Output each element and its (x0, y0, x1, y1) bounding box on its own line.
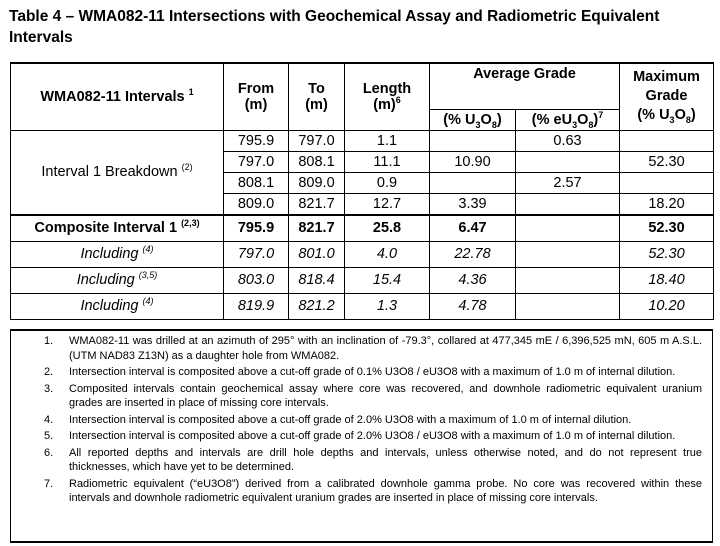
cell-to: 821.2 (289, 293, 345, 319)
cell-length: 25.8 (345, 215, 430, 242)
including-label: Including $^{(4)}$ (11, 293, 224, 319)
cell-u3o8 (430, 172, 516, 193)
cell-from: 819.9 (224, 293, 289, 319)
footnote: 2. Intersection interval is composited above a cut-off grade of 0.1% U3O8 / eU3O8 with a maximum of 1.0 m of internal dilution. (44, 366, 676, 378)
cell-max: 52.30 (620, 151, 714, 172)
cell-u3o8: 4.78 (430, 293, 516, 319)
cell-to: 821.7 (289, 215, 345, 242)
including-row (11, 293, 714, 319)
cell-length: 12.7 (345, 193, 430, 215)
header-average-grade: Average Grade (430, 63, 620, 109)
cell-to: 821.7 (289, 193, 345, 215)
header-length: Length $(m)^6$ (345, 63, 430, 130)
cell-u3o8: 10.90 (430, 151, 516, 172)
cell-max: 52.30 (620, 215, 714, 242)
footnote: 6. All reported depths and intervals are drill hole depths and intervals, unless otherwise noted, and do not represent true thicknesses, which have yet to be determined. (44, 446, 702, 473)
footnote: 4. Intersection interval is composited above a cut-off grade of 2.0% U3O8 with a maximum of 1.0 m of internal dilution. (44, 413, 632, 426)
cell-u3o8: 4.36 (430, 267, 516, 293)
cell-max: 18.20 (620, 193, 714, 215)
cell-max (620, 172, 714, 193)
cell-from: 795.9 (224, 215, 289, 242)
header-eu3o8: (% $eU_3O_8)^7$ (516, 109, 620, 130)
composite-row (11, 215, 714, 242)
cell-from: 803.0 (224, 267, 289, 293)
cell-eu3o8 (516, 241, 620, 267)
cell-from: 808.1 (224, 172, 289, 193)
breakdown-label: Interval 1 Breakdown $^{(2)}$ (11, 130, 224, 215)
cell-eu3o8 (516, 215, 620, 242)
cell-length: 4.0 (345, 241, 430, 267)
footnotes (10, 329, 713, 543)
header-u3o8: (% $U_3O_8$) (430, 109, 516, 130)
cell-u3o8 (430, 130, 516, 151)
cell-eu3o8: 2.57 (516, 172, 620, 193)
footnote: 1. WMA082-11 was drilled at an azimuth of 295° with an inclination of -79.3°, collared at 477,345 mE / 6,396,525 mN, 605 m A.S.L. (UTM NAD83 Z13N) as a daughter hole from WMA082. (44, 335, 702, 362)
cell-from: 797.0 (224, 241, 289, 267)
header-to: To (m) (289, 63, 345, 130)
cell-eu3o8 (516, 193, 620, 215)
cell-eu3o8 (516, 293, 620, 319)
including-label: Including $^{(4)}$ (11, 241, 224, 267)
cell-eu3o8: 0.63 (516, 130, 620, 151)
cell-eu3o8 (516, 267, 620, 293)
cell-from: 809.0 (224, 193, 289, 215)
cell-to: 809.0 (289, 172, 345, 193)
including-label: Including $^{(3,5)}$ (11, 267, 224, 293)
footnote: 3. Composited intervals contain geochemical assay where core was recovered, and downhole radiometric equivalent uranium grades are inserted in place of missing core intervals. (44, 382, 702, 409)
cell-max (620, 130, 714, 151)
header-intervals: WMA082-11 Intervals $^1$ (11, 63, 224, 130)
cell-u3o8: 3.39 (430, 193, 516, 215)
footnote: 7. Radiometric equivalent (“eU3O8”) derived from a calibrated downhole gamma probe. No core was recovered within these intervals and downhole radiometric equivalent uranium grades are inserted in place of missing core intervals. (44, 477, 702, 504)
cell-u3o8: 6.47 (430, 215, 516, 242)
cell-eu3o8 (516, 151, 620, 172)
cell-to: 808.1 (289, 151, 345, 172)
table-title: Table 4 – WMA082-11 Intersections with Geochemical Assay and Radiometric Equivalent Intervals (9, 8, 660, 46)
cell-to: 801.0 (289, 241, 345, 267)
cell-length: 11.1 (345, 151, 430, 172)
cell-length: 0.9 (345, 172, 430, 193)
cell-from: 795.9 (224, 130, 289, 151)
header-max-grade: Maximum Grade (% $U_3O_8$) (620, 63, 714, 130)
cell-length: 1.1 (345, 130, 430, 151)
cell-to: 797.0 (289, 130, 345, 151)
cell-to: 818.4 (289, 267, 345, 293)
composite-label: Composite Interval 1 $^{(2,3)}$ (11, 215, 224, 242)
cell-max: 18.40 (620, 267, 714, 293)
cell-u3o8: 22.78 (430, 241, 516, 267)
cell-max: 52.30 (620, 241, 714, 267)
cell-from: 797.0 (224, 151, 289, 172)
including-row (11, 267, 714, 293)
header-from: From (m) (224, 63, 289, 130)
cell-max: 10.20 (620, 293, 714, 319)
intersections-table (10, 62, 714, 320)
footnote: 5. Intersection interval is composited above a cut-off grade of 2.0% U3O8 / eU3O8 with a maximum of 1.0 m of internal dilution. (44, 430, 676, 442)
cell-length: 1.3 (345, 293, 430, 319)
including-row (11, 241, 714, 267)
cell-length: 15.4 (345, 267, 430, 293)
